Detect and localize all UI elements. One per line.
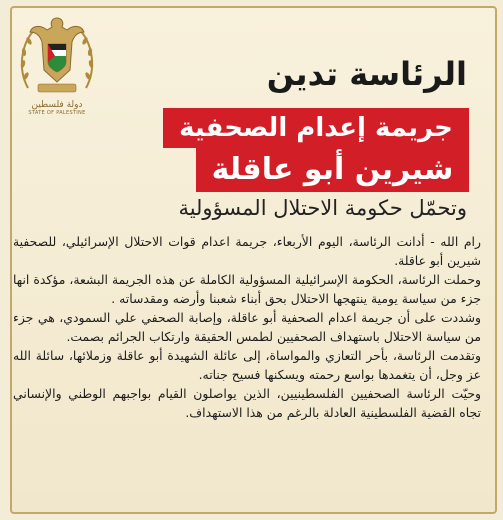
paragraph-4: وتقدمت الرئاسة، بأحر التعازي والمواساة، إلى عائلة الشهيدة أبو عاقلة وزملائها، سائلة الله عز وجل، أن يتغمدها بواسع رحمته ويسكنها فسيح جناته.	[13, 348, 481, 382]
emblem-caption-arabic: دولة فلسطين	[31, 100, 83, 110]
red-band-line-1: جريمة إعدام الصحفية	[163, 108, 469, 148]
paragraph-5: وحيّت الرئاسة الصحفيين الفلسطينيين، الذين يواصلون القيام بواجبهم الوطني والإنساني تجاه القضية الفلسطينية العادلة بالرغم من هذا الاستهداف.	[13, 386, 481, 420]
emblem-caption-english: STATE OF PALESTINE	[28, 110, 86, 116]
article-body	[13, 232, 481, 422]
subheadline: وتحمّل حكومة الاحتلال المسؤولية	[178, 196, 467, 220]
emblem-caption	[16, 100, 98, 116]
headline: الرئاسة تدين	[266, 55, 467, 93]
paragraph-3: وشددت على أن جريمة اعدام الصحفية أبو عاقلة، وإصابة الصحفي علي السمودي، هي جزء من سياسة الاحتلال باستهداف الصحفيين لطمس الحقيقة وارتكاب الجرائم بصمت.	[13, 310, 481, 344]
red-band-line-2: شيرين أبو عاقلة	[196, 148, 469, 192]
paragraph-2: وحملت الرئاسة، الحكومة الإسرائيلية المسؤولية الكاملة عن هذه الجريمة البشعة، مؤكدة انها جزء من سياسة يومية ينتهجها الاحتلال بحق أبناء شعبنا وأرضه ومقدساته .	[13, 272, 481, 306]
palestine-emblem-icon	[14, 10, 100, 110]
paragraph-1: رام الله - أدانت الرئاسة، اليوم الأربعاء، جريمة اعدام قوات الاحتلال الإسرائيلي، للصحفية شيرين أبو عاقلة.	[13, 234, 481, 268]
